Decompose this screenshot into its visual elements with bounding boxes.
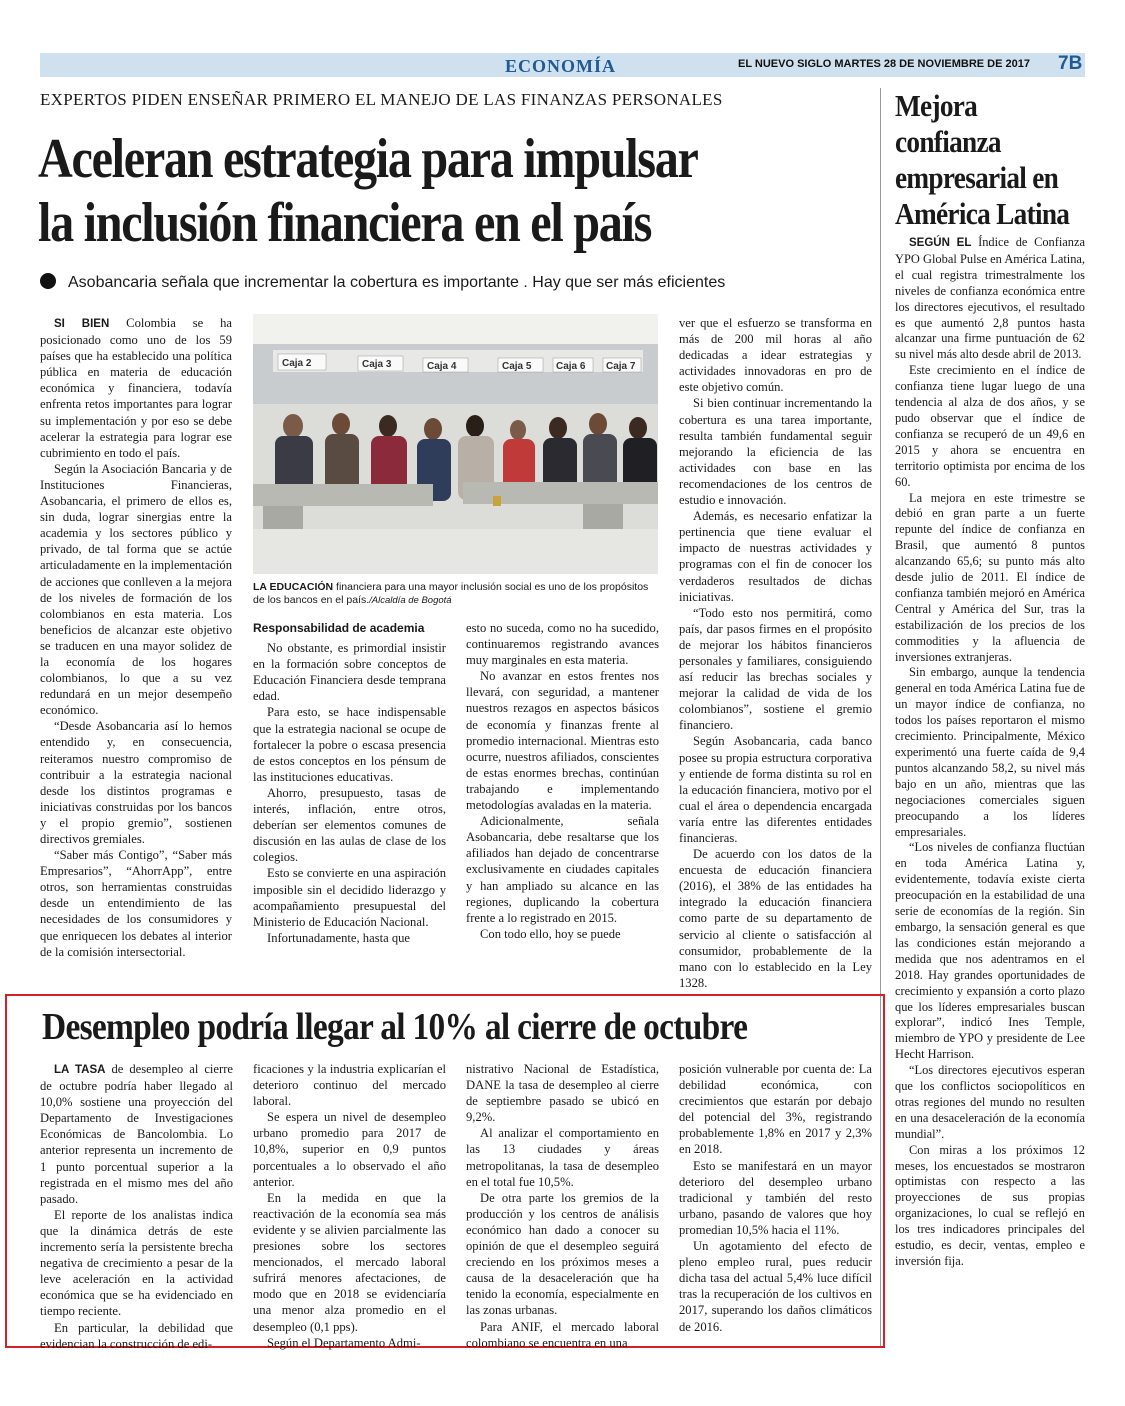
paragraph: ficaciones y la industria explicarían el deterioro continuo del mercado laboral. — [253, 1062, 446, 1109]
paragraph: Ahorro, presupuesto, tasas de interés, inflación, entre otros, deberían ser elementos comunes de discusión en las aulas de clase de los colegios. — [253, 785, 446, 865]
paragraph: Además, es necesario enfatizar la pertinencia que tiene evaluar el impacto de nuestras actividades y programas con el fin de conocer los verdaderos resultados de dichas iniciativas. — [679, 509, 872, 604]
box-column-4 — [679, 1061, 872, 1335]
paragraph: Colombia se ha posicionado como uno de los 59 países que ha establecido una política pública en materia de educación económica y financiera, todavía enfrenta retos importantes para lograr su implementación y por eso se debe acelerar la estrategia para lograr ese cubrimiento en todo el país. — [40, 316, 232, 460]
paragraph: posición vulnerable por cuenta de: La debilidad económica, con crecimientos que estarán por debajo del potencial del 3%, registrando probablemente 1,8% en 2017 y 2,3% en 2018. — [679, 1062, 872, 1157]
sign-caja-5: Caja 5 — [502, 361, 532, 372]
subsection-title: Responsabilidad de academia — [253, 621, 425, 635]
headline-line-1: Aceleran estrategia para impulsar — [38, 128, 698, 190]
paragraph: En particular, la debilidad que evidencian la construcción de edi- — [40, 1320, 233, 1351]
sidebar-headline: Mejora confianza empresarial en América Latina — [895, 88, 1070, 231]
paragraph: El reporte de los analistas indica que la dinámica detrás de este incremento sería la persistente brecha negativa de crecimiento a pesar de la leve aceleración en la actividad económica que se ha evidenciado en tiempo reciente. — [40, 1207, 233, 1319]
paragraph: En la medida en que la reactivación de la economía sea más evidente y se alivien parcialmente las presiones sobre los sectores mencionados, el mercado laboral sufrirá menores afectaciones, de modo que en 2018 se evidenciaría una menor alza promedio en el desempleo (0,1 pps). — [253, 1190, 446, 1334]
paragraph: La mejora en este trimestre se debió en gran parte a un fuerte repunte del índice de confianza en Brasil, que aumentó 8 puntos alcanzando 65,6; su punto más alto desde julio de 2011. El índice de confianza también mejoró en América Central y América del Sur, tras la estabilización de los precios de los commodities y la afluencia de inversiones extranjeras. — [895, 490, 1085, 664]
sidebar-lead-in: SEGÚN EL — [909, 237, 972, 249]
lead-in: SI BIEN — [54, 318, 110, 330]
page-number: 7B — [1058, 53, 1083, 74]
caption-text: financiera para una mayor inclusión social es uno de los propósitos de los bancos en el país. — [253, 581, 649, 606]
paragraph: ver que el esfuerzo se transforma en más de 200 mil horas al año dedicadas a idear estrategias y actividades innovadoras en pro de este objetivo común. — [679, 316, 872, 395]
box-column-2 — [253, 1061, 446, 1351]
kicker: EXPERTOS PIDEN ENSEÑAR PRIMERO EL MANEJO DE LAS FINANZAS PERSONALES — [40, 90, 723, 109]
sign-caja-2: Caja 2 — [282, 358, 312, 369]
paragraph: Según Asobancaria, cada banco posee su propia estructura corporativa y entiende de forma distinta su rol en la educación financiera, motivo por el cual el área o dependencia encargada varía entre las diferentes entidades financieras. — [679, 734, 872, 845]
paragraph: “Todo esto nos permitirá, como país, dar pasos firmes en el propósito de mejorar los hábitos financieros personales y familiares, consiguiendo así reducir las brechas sociales y mejorar la calidad de vida de los colombianos”, sostiene el gremio financiero. — [679, 605, 872, 733]
sign-caja-6: Caja 6 — [556, 361, 586, 372]
bullet-icon — [40, 273, 56, 289]
paragraph: Para esto, se hace indispensable que la estrategia nacional se ocupe de fortalecer la pobre o escasa presencia de estos conceptos en los pénsum de las instituciones educativas. — [253, 705, 446, 784]
paragraph: Esto se convierte en una aspiración imposible sin el decidido liderazgo y acompañamiento presupuestal del Ministerio de Educación Nacional. — [253, 866, 446, 929]
article-column-3 — [466, 620, 659, 942]
paragraph: Índice de Confianza YPO Global Pulse en América Latina, el cual registra trimestralmente los niveles de confianza económica entre los directores ejecutivos, el resultado es que aumentó 2,8 puntos hasta alcanzar una firme puntuación de 62 su nivel más alto desde abril de 2013. — [895, 235, 1085, 362]
paragraph: De acuerdo con los datos de la encuesta de educación financiera (2016), el 38% de las entidades ha integrado la educación financiera como parte de su departamento de servicio al cliente o satisfacción al consumidor, probablemente de la mano con lo establecido en la Ley 1328. — [679, 847, 872, 990]
paragraph: Un agotamiento del efecto de pleno empleo rural, pues reducir dicha tasa del actual 5,4% luce difícil tras la recuperación de los cultivos en 2017, superando los daños climáticos de 2016. — [679, 1239, 872, 1334]
caption-lead: LA EDUCACIÓN — [253, 581, 334, 593]
article-photo — [253, 314, 658, 574]
box-column-1 — [40, 1061, 233, 1352]
sign-caja-4: Caja 4 — [427, 361, 457, 372]
paragraph: Para ANIF, el mercado laboral colombiano se encuentra en una — [466, 1319, 659, 1350]
paragraph: Adicionalmente, señala Asobancaria, debe resaltarse que los afiliados han dejado de concentrarse exclusivamente en ciudades capitales y han ampliado su alcance en las regiones, duplicando la cobertura frente a lo registrado en 2015. — [466, 814, 659, 925]
paragraph: Esto se manifestará en un mayor deterioro del desempleo urbano tradicional y también del resto urbano, pasando de valores que hoy promedian 10,5% hacia el 11%. — [679, 1158, 872, 1237]
paragraph: Si bien continuar incrementando la cobertura es una tarea importante, resulta también fundamental seguir mejorando la eficiencia de las actividades con base en las recomendaciones de los centros de estudio e innovación. — [679, 396, 872, 508]
paragraph: No avanzar en estos frentes nos llevará, con seguridad, a mantener nuestros rezagos en aspectos básicos de economía y finanzas frente al promedio internacional. Mientras esto ocurre, nuestros afiliados, conscientes de estas enormes brechas, continúan trabajando e implementando metodologías avaladas en la materia. — [466, 669, 659, 813]
paragraph: Este crecimiento en el índice de confianza tiene lugar luego de una tendencia al alza de dos años, y se pudo observar que el índice de confianza se recuperó de un 49,6 en 2015 y ahora se encuentra en territorio optimista por encima de los 60. — [895, 363, 1085, 489]
paragraph: nistrativo Nacional de Estadística, DANE la tasa de desempleo al cierre de septiembre pasado se ubicó en 9,2%. — [466, 1062, 659, 1125]
paragraph: “Saber más Contigo”, “Saber más Empresarios”, “AhorrApp”, entre otros, son herramientas construidas desde un entendimiento de las necesidades de los consumidores y que enriquecen los debates al interior de la comisión intersectorial. — [40, 848, 232, 959]
photo-caption — [253, 581, 658, 607]
box-headline: Desempleo podría llegar al 10% al cierre de octubre — [42, 1006, 748, 1048]
sign-caja-3: Caja 3 — [362, 359, 392, 370]
box-column-3 — [466, 1061, 659, 1351]
publication-info: EL NUEVO SIGLO MARTES 28 DE NOVIEMBRE DE 2017 — [738, 58, 1030, 70]
paragraph: Según la Asociación Bancaria y de Instituciones Financieras, Asobancaria, el primero de ellos es, sin duda, lograr sinergias entre la academia y los sectores público y privado, de tal forma que se actúe articuladamente en la implementación de acciones que conlleven a la mejora de los niveles de formación de los colombianos en esta materia. Los beneficios de alcanzar este objetivo se traducen en una mayor solidez de la economía de los hogares colombianos, lo que a su vez redundará en un mejor desempeño económico. — [40, 461, 232, 718]
article-column-4 — [679, 315, 872, 991]
article-column-1 — [40, 315, 232, 960]
paragraph: Sin embargo, aunque la tendencia general en toda América Latina fue de un mayor índice de confianza, no todos los países reportaron el mismo crecimiento. Principalmente, México experimentó una fuerte caída de 9,4 puntos alcanzando 58,2, su nivel más bajo en un año, mientras que las negociaciones comerciales siguen preocupando a los líderes empresariales. — [895, 665, 1085, 839]
paragraph: “Desde Asobancaria así lo hemos entendido y, en consecuencia, reiteramos nuestro compromiso de contribuir a la estrategia nacional desde los distintos programas e iniciativas construidas por los bancos y el propio gremio”, sostienen directivos gremiales. — [40, 719, 232, 846]
subhead-text: Asobancaria señala que incrementar la cobertura es importante . Hay que ser más eficientes — [68, 274, 726, 291]
paragraph: Se espera un nivel de desempleo urbano promedio para 2017 de 10,8%, superior en 0,9 puntos porcentuales a lo observado el año anterior. — [253, 1110, 446, 1189]
sidebar-body — [895, 235, 1085, 1270]
article-column-2 — [253, 620, 446, 946]
subheadline — [40, 273, 885, 292]
paragraph: Infortunadamente, hasta que — [267, 930, 411, 945]
paragraph: Al analizar el comportamiento en las 13 ciudades y áreas metropolitanas, la tasa de desempleo en el total fue 10,5%. — [466, 1126, 659, 1189]
section-name: ECONOMÍA — [505, 56, 616, 76]
headline-line-2: la inclusión financiera en el país — [38, 192, 652, 254]
photo-credit: /Alcaldía de Bogotá — [369, 595, 452, 606]
box-lead-in: LA TASA — [54, 1064, 106, 1076]
paragraph: de desempleo al cierre de octubre podría haber llegado al 10,0% sostiene una proyección del Departamento de Investigaciones Económicas de Bancolombia. Lo anterior representa un incremento de 1 punto porcentual superior a la registrada en el mismo mes del año pasado. — [40, 1062, 233, 1206]
paragraph: Con todo ello, hoy se puede — [480, 926, 621, 941]
paragraph: esto no suceda, como no ha sucedido, continuaremos registrando avances muy marginales en esta materia. — [466, 621, 659, 668]
paragraph: Según el Departamento Admi- — [267, 1335, 421, 1350]
paragraph: “Los directores ejecutivos esperan que los conflictos sociopolíticos en otras regiones del mundo no resulten en una desaceleración de la economía mundial”. — [895, 1063, 1085, 1141]
paragraph: De otra parte los gremios de la producción y los centros de análisis económico han dado a conocer su opinión de que el desempleo seguirá creciendo en los próximos meses a causa de la desaceleración que ha tenido la economía, especialmente en las zonas urbanas. — [466, 1190, 659, 1318]
paragraph: Con miras a los próximos 12 meses, los encuestados se mostraron optimistas con respecto a las proyecciones de sus propias organizaciones, lo cual se reflejó en los tres indicadores principales del estudio, es decir, ventas, empleo e inversión fija. — [895, 1142, 1085, 1268]
paragraph: “Los niveles de confianza fluctúan en toda América Latina y, evidentemente, todavía existe cierta preocupación en la estabilidad de una serie de economías de la región. Sin embargo, la sensación general es que las condiciones están mejorando a medida que nos adentramos en el 2018. Hay grandes oportunidades de crecimiento y expansión a corto plazo que los líderes empresariales buscan explorar”, indicó Ines Temple, miembro de YPO y presidente de Lee Hecht Harrison. — [895, 840, 1085, 1062]
paragraph: No obstante, es primordial insistir en la formación sobre conceptos de Educación Financiera desde temprana edad. — [253, 641, 446, 704]
main-headline — [38, 127, 769, 255]
sign-caja-7: Caja 7 — [606, 361, 636, 372]
